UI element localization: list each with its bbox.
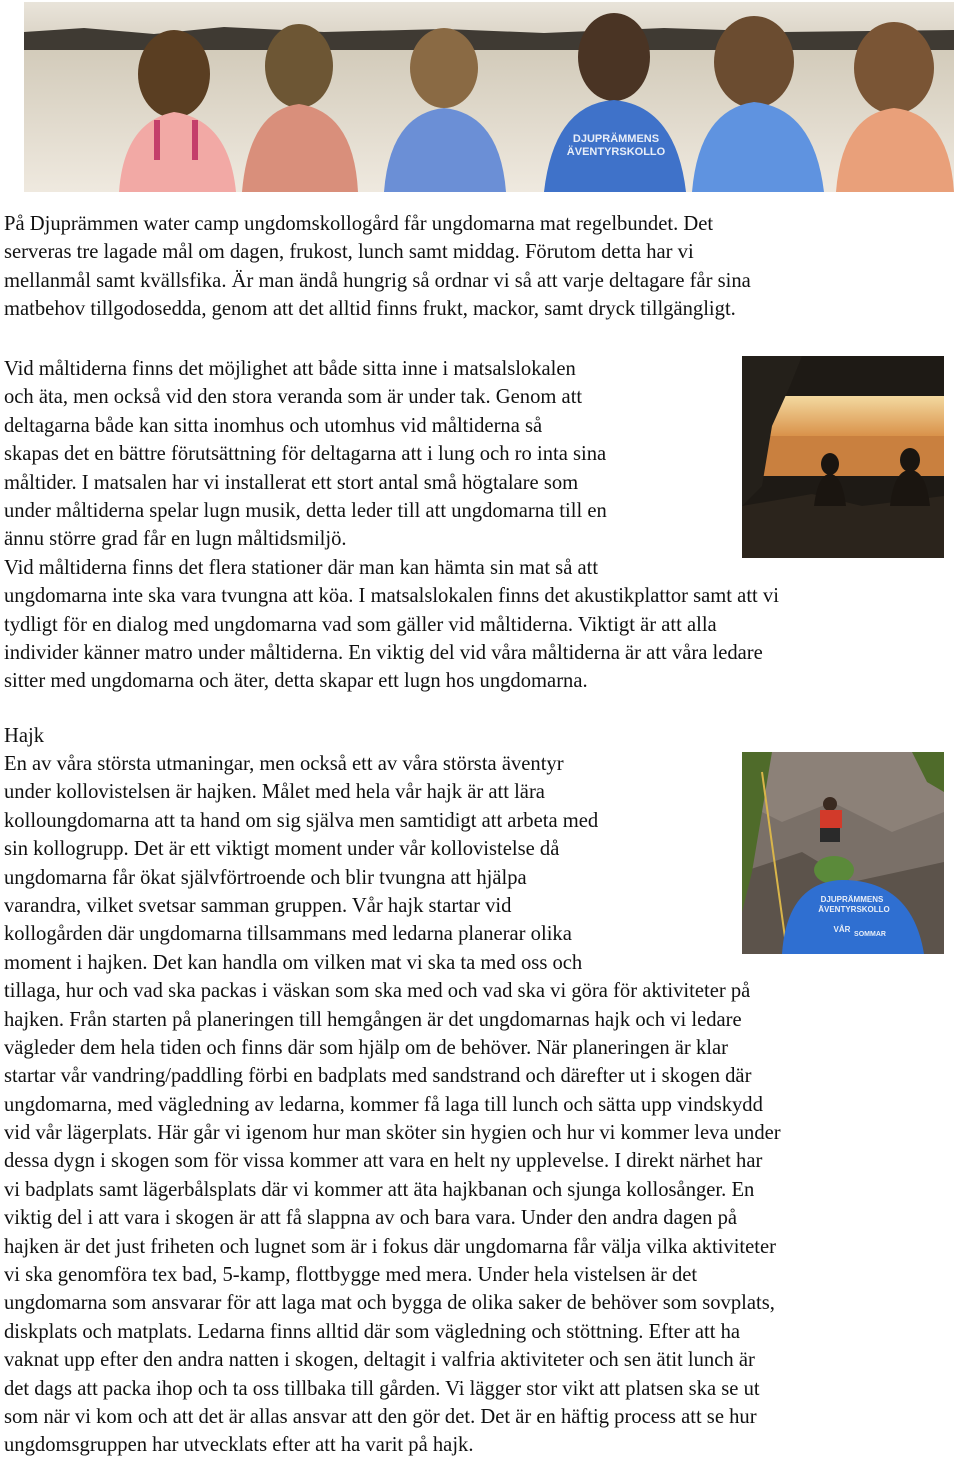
text-line: vid vår lägerplats. Här går vi igenom hur man sköter sin hygien och hur vi kommer leva under [4,1122,781,1145]
text-line: vi badplats samt lägerbålsplats där vi kommer att äta hajkbanan och sjunga kollosånger. En [4,1178,755,1201]
text-line: under kollovistelsen är hajken. Målet med hela vår hajk är att lära [4,781,545,804]
text-line: dessa dygn i skogen som för vissa kommer att vara en helt ny upplevelse. I direkt närhet har [4,1150,763,1173]
meals-detail-paragraph [4,355,779,696]
text-line: Vid måltiderna finns det möjlighet att både sitta inne i matsalslokalen [4,358,576,380]
text-line: ännu större grad får en lugn måltidsmiljö. [4,528,347,551]
text-line: under måltiderna spelar lugn musik, detta leder till att ungdomarna till en [4,499,607,522]
text-line: mellanmål samt kvällsfika. Är man ändå hungrig så ordnar vi så att varje deltagare får sina [4,269,751,292]
text-line: serveras tre lagade mål om dagen, frukost, lunch samt middag. Förutom detta har vi [4,241,694,264]
top-shirt-line-2: ÄVENTYRSKOLLO [566,146,666,158]
text-line: diskplats och matplats. Ledarna finns alltid där som vägledning och stöttning. Efter att ha [4,1320,741,1343]
text-line: moment i hajken. Det kan handla om vilken mat vi ska ta med oss och [4,951,583,974]
text-line: som när vi kom och att det är allas ansvar att den gör det. Det är en häftig process att se hur [4,1405,757,1428]
climb-shirt-line-4: SOMMAR [854,931,886,938]
top-shirt-line-1: DJUPRÄMMENS [572,133,660,145]
text-line: individer känner matro under måltiderna. En viktig del vid våra måltiderna är att våra ledare [4,641,763,664]
text-line: hajken. Från starten på planeringen till hemgången är det ungdomarnas hajk och vi ledare [4,1008,742,1031]
text-line: måltider. I matsalen har vi installerat ett stort antal små högtalare som [4,471,579,494]
text-line: ungdomarna som ansvarar för att laga mat och bygga de olika saker de behöver som sovplats, [4,1292,775,1315]
hike-heading [4,722,44,750]
meals-intro-paragraph [4,210,751,324]
group-lake-photo [24,2,954,192]
text-line: matbehov tillgodosedda, genom att det alltid finns frukt, mackor, samt dryck tillgängligt. [4,298,736,321]
climb-shirt-line-3: VÅR [833,925,851,934]
text-line: varandra, vilket svetsar samman gruppen. Vår hajk startar vid [4,894,512,917]
text-line: vägleder dem hela tiden och finns där som hjälp om de behöver. När planeringen är klar [4,1036,728,1059]
text-line: kollogården där ungdomarna tillsammans med ledarna planerar olika [4,923,572,946]
text-line: sitter med ungdomarna och äter, detta skapar ett lugn hos ungdomarna. [4,670,588,693]
text-line: tillaga, hur och vad ska packas i väskan som ska med och vad ska vi göra för aktiviteter på [4,980,751,1003]
climb-shirt-line-1: DJUPRÄMMENS [820,895,884,904]
text-line: och äta, men också vid den stora veranda som är under tak. Genom att [4,386,583,409]
text-line: sin kollogrupp. Det är ett viktigt moment under vår kollovistelse då [4,838,560,861]
text-line: hajken är det just friheten och lugnet som är i fokus där ungdomarna får välja vilka aktiviteter [4,1235,777,1258]
text-line: skapas det en bättre förutsättning för deltagarna att i lung och ro inta sina [4,443,607,466]
text-line: kolloungdomarna att ta hand om sig själva men samtidigt att arbeta med [4,809,599,832]
climb-shirt-line-2: ÄVENTYRSKOLLO [818,905,890,914]
text-line: ungdomarna, med vägledning av ledarna, kommer få laga till lunch och sätta upp vindskydd [4,1093,763,1116]
text-line: startar vår vandring/paddling förbi en badplats med sandstrand och därefter ut i skogen där [4,1065,752,1088]
text-line: det dags att packa ihop och ta oss tillbaka till gården. Vi lägger stor vikt att platsen ska se ut [4,1377,760,1400]
text-line: Vid måltiderna finns det flera stationer där man kan hämta sin mat så att [4,556,599,579]
hike-paragraph [4,750,781,1460]
text-line: vaknat upp efter den andra natten i skogen, deltagit i valfria aktiviteter och sen ätit lunch är [4,1349,755,1372]
text-line: viktig del i att vara i skogen är att få slappna av och bara vara. Under den andra dagen på [4,1207,738,1230]
text-line: tydligt för en dialog med ungdomarna vad som gäller vid måltiderna. Viktigt är att alla [4,613,717,636]
text-line: deltagarna både kan sitta inomhus och utomhus vid måltiderna så [4,414,543,437]
text-line: ungdomsgruppen har utvecklats efter att ha varit på hajk. [4,1434,474,1457]
hike-heading-text: Hajk [4,725,45,747]
text-line: vi ska genomföra tex bad, 5-kamp, flottbygge med mera. Under hela vistelsen är det [4,1264,698,1287]
text-line: ungdomarna inte ska vara tvungna att köa. I matsalslokalen finns det akustikplattor samt att vi [4,585,779,608]
text-line: ungdomarna får ökat självförtroende och blir tvungna att hjälpa [4,866,527,889]
text-line: På Djuprämmen water camp ungdomskollogård får ungdomarna mat regelbundet. Det [4,213,714,235]
text-line: En av våra största utmaningar, men också ett av våra största äventyr [4,753,564,775]
